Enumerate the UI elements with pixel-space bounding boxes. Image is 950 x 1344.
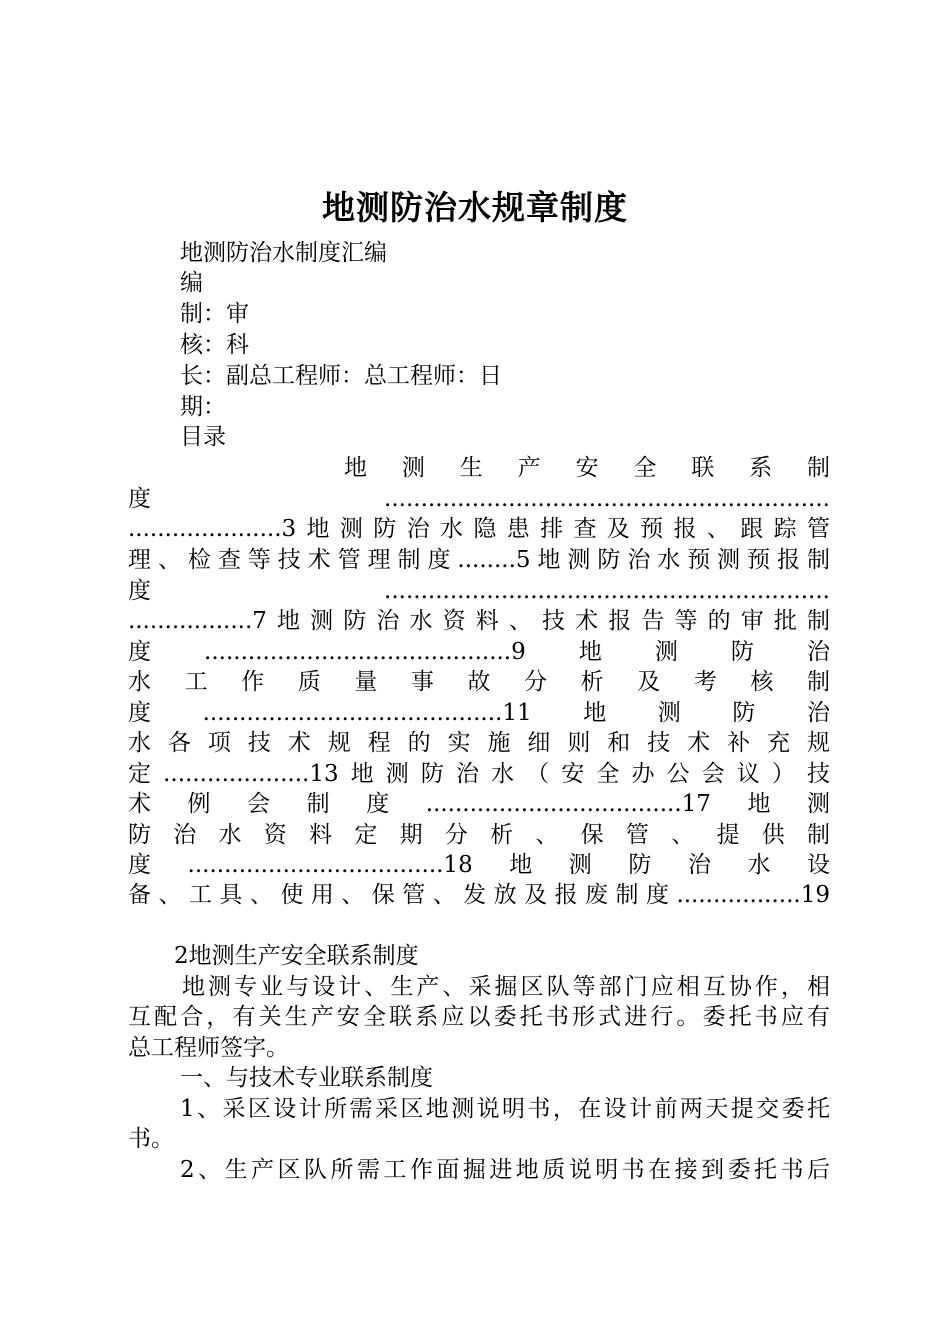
toc-line: 度...................................18地测防治水设 [128,852,830,878]
toc-line: 度..........................................9地测防治 [128,639,830,665]
toc-line: .................7地测防治水资料、技术报告等的审批制 [128,608,830,634]
toc-heading: 目录 [180,424,226,450]
header-line: 编 [180,270,203,296]
toc-line: 度.........................................11地测防治 [128,700,830,726]
list-item-continuation: 书。 [128,1126,174,1152]
header-line: 长：副总工程师：总工程师：日 [180,363,502,389]
subsection-heading: 一、与技术专业联系制度 [180,1065,433,1091]
toc-line: 度............................................................. [128,578,830,604]
header-line: 核：科 [180,332,249,358]
header-line: 期： [180,394,226,420]
toc-line: 防 治 水 资 料 定 期 分 析 、 保 管 、 提 供 制 [128,822,830,848]
toc-line: 理、检查等技术管理制度........5地测防治水预测预报制 [128,547,830,573]
header-line: 制：审 [180,301,249,327]
toc-line: 地 测 生 产 安 全 联 系 制 [344,455,830,481]
toc-line: 备、工具、使用、保管、发放及报废制度.................19 [128,882,830,908]
section-heading: 2地测生产安全联系制度 [174,943,419,969]
toc-line: 水 工 作 质 量 事 故 分 析 及 考 核 制 [128,669,830,695]
toc-line: .....................3地测防治水隐患排查及预报、跟踪管 [128,516,830,542]
paragraph-line: 总工程师签字。 [128,1035,289,1061]
compilation-title: 地测防治水制度汇编 [180,240,387,266]
document-title: 地测防治水规章制度 [322,188,628,227]
list-item: 2、生产区队所需工作面掘进地质说明书在接到委托书后 [180,1157,830,1183]
toc-line: 水各项技术规程的实施细则和技术补充规 [128,730,830,756]
toc-line: 定....................13地测防治水（安全办公会议）技 [128,761,830,787]
toc-line: 术例会制度...................................17地测 [128,791,830,817]
paragraph-line: 互配合，有关生产安全联系应以委托书形式进行。委托书应有 [128,1004,830,1030]
toc-line: 度............................................................. [128,486,830,512]
list-item: 1、采区设计所需采区地测说明书，在设计前两天提交委托 [180,1096,830,1122]
paragraph-line: 地测专业与设计、生产、采掘区队等部门应相互协作，相 [182,974,830,1000]
